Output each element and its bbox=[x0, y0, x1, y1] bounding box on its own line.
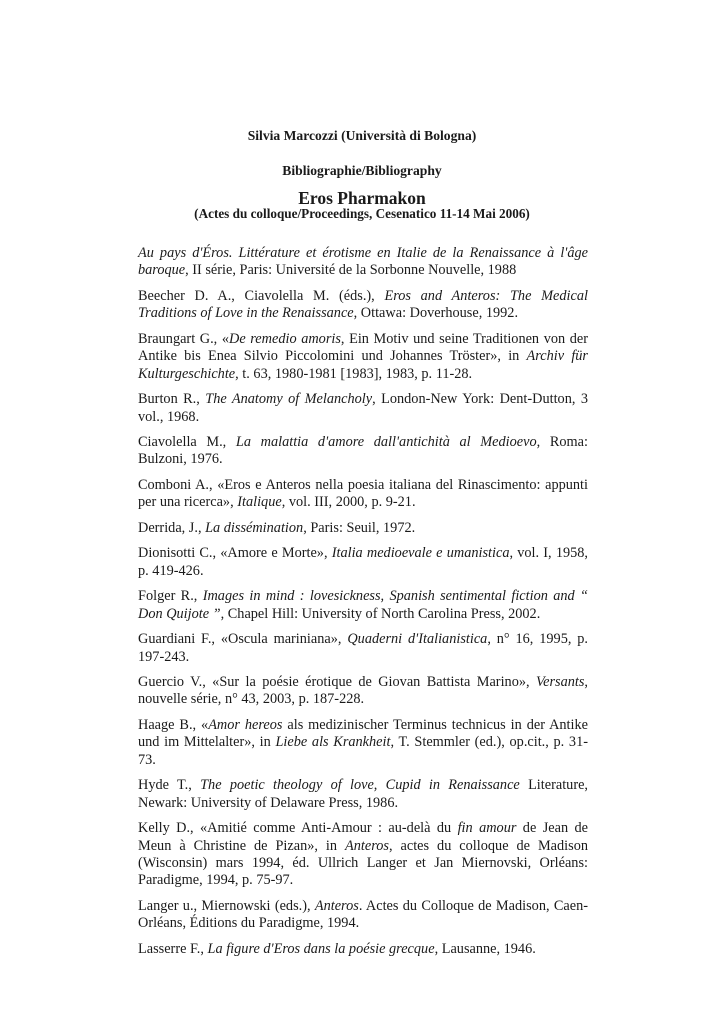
entry-text: Guercio V., «Sur la poésie érotique de Giovan Battista Marino», bbox=[138, 674, 536, 691]
entry-text: , Paris: Seuil, 1972. bbox=[303, 519, 416, 536]
entry-text: , II série, Paris: Université de la Sorbonne Nouvelle, 1988 bbox=[185, 262, 517, 279]
bibliography-entry bbox=[138, 820, 588, 890]
entry-text: , vol. III, 2000, p. 9-21. bbox=[281, 494, 416, 511]
bibliography-entry bbox=[138, 391, 588, 426]
entry-title-text: Eros and Anteros: The Medical Traditions of Love in the Renaissance bbox=[138, 287, 588, 322]
entry-title-text: La dissémination bbox=[205, 519, 304, 536]
entry-text: Lasserre F., bbox=[138, 940, 208, 957]
bibliography-entry bbox=[138, 288, 588, 323]
author-heading: Silvia Marcozzi (Università di Bologna) bbox=[247, 128, 477, 143]
entry-text: , vol. I, 1958, p. 419-426. bbox=[138, 545, 588, 579]
entry-text: de Jean de Meun à Christine de Pizan», in bbox=[138, 820, 588, 854]
entry-text: , London-New York: Dent-Dutton, 3 vol., 1968. bbox=[138, 391, 588, 425]
section-heading: Bibliographie/Bibliography bbox=[282, 163, 442, 178]
entry-title-text: La figure d'Eros dans la poésie grecque bbox=[207, 940, 435, 957]
entry-text: , Ein Motiv und seine Traditionen von der Antike bis Enea Silvio Piccolomini und Johannes Tröster», in bbox=[138, 330, 588, 365]
bibliography-entry bbox=[138, 588, 588, 623]
entry-title-text: Archiv für Kulturgeschichte bbox=[138, 348, 589, 382]
entry-title-text: Liebe als Krankheit bbox=[275, 734, 391, 751]
entry-text: Kelly D., «Amitié comme Anti-Amour : au-delà du bbox=[138, 820, 458, 837]
entry-text: als medizinischer Terminus technicus in der Antike und im Mittelalter», in bbox=[138, 716, 588, 751]
entry-text: , Roma: Bulzoni, 1976. bbox=[138, 434, 588, 468]
entry-text: , Chapel Hill: University of North Carolina Press, 2002. bbox=[220, 605, 541, 622]
entry-title-text: The poetic theology of love, Cupid in Renaissance bbox=[200, 777, 520, 794]
entry-text: Folger R., bbox=[138, 588, 203, 605]
bibliography-entry bbox=[138, 245, 588, 280]
entry-text: Burton R., bbox=[138, 391, 206, 408]
entry-title-text: Italia medioevale e umanistica bbox=[331, 545, 510, 562]
entry-text: Comboni A., «Eros e Anteros nella poesia italiana del Rinascimento: appunti per una ricerca», bbox=[138, 476, 588, 511]
bibliography-entry bbox=[138, 434, 588, 469]
entry-text: . Actes du Colloque de Madison, Caen-Orléans, Éditions du Paradigme, 1994. bbox=[138, 897, 588, 932]
entry-text: , Lausanne, 1946. bbox=[434, 940, 536, 957]
entry-title-text: Anteros bbox=[345, 837, 389, 854]
bibliography-entry bbox=[138, 520, 588, 537]
bibliography-entry bbox=[138, 674, 588, 709]
entry-text: Beecher D. A., Ciavolella M. (éds.), bbox=[138, 287, 385, 304]
document-title: Eros Pharmakon bbox=[298, 188, 426, 208]
entry-title-text: Images in mind : lovesickness, Spanish sentimental fiction and “ Don Quijote ” bbox=[138, 588, 588, 622]
entry-text: Guardiani F., «Oscula mariniana», bbox=[138, 631, 348, 648]
bibliography-entry bbox=[138, 477, 588, 512]
entry-title-text: La malattia d'amore dall'antichità al Medioevo bbox=[235, 434, 537, 451]
bibliography-list bbox=[138, 245, 588, 966]
document-subtitle: (Actes du colloque/Proceedings, Cesenatico 11-14 Mai 2006) bbox=[194, 206, 530, 221]
entry-text: Hyde T., bbox=[138, 777, 201, 794]
entry-title-text: Quaderni d'Italianistica bbox=[347, 631, 488, 648]
entry-text: Ciavolella M., bbox=[138, 434, 236, 451]
entry-text: Haage B., « bbox=[138, 716, 209, 733]
entry-title-text: Anteros bbox=[314, 897, 359, 914]
entry-text: Derrida, J., bbox=[138, 519, 206, 536]
entry-text: , actes du colloque de Madison (Wisconsin) mars 1994, éd. Ullrich Langer et Jan Miernovski, Orléans: Paradigme, 1994, p. 75-97. bbox=[138, 837, 588, 889]
bibliography-entry bbox=[138, 898, 588, 933]
entry-text: , t. 63, 1980-1981 [1983], 1983, p. 11-28. bbox=[235, 365, 473, 382]
bibliography-entry bbox=[138, 331, 588, 383]
entry-title-text: De remedio amoris bbox=[229, 330, 341, 347]
entry-text: Braungart G., « bbox=[138, 330, 229, 347]
entry-title-text: Italique bbox=[237, 494, 282, 511]
entry-text: , Ottawa: Doverhouse, 1992. bbox=[353, 305, 519, 322]
entry-text: , n° 16, 1995, p. 197-243. bbox=[138, 631, 589, 665]
entry-text: , nouvelle série, n° 43, 2003, p. 187-228. bbox=[138, 674, 588, 708]
entry-text: Langer u., Miernowski (eds.), bbox=[138, 897, 315, 914]
entry-text: Literature, Newark: University of Delaware Press, 1986. bbox=[138, 777, 588, 811]
bibliography-entry bbox=[138, 717, 588, 769]
entry-text: Dionisotti C., «Amore e Morte», bbox=[138, 545, 332, 562]
entry-title-text: Au pays d'Éros. Littérature et érotisme en Italie de la Renaissance à l'âge baroque bbox=[138, 245, 588, 279]
entry-title-text: Amor hereos bbox=[208, 716, 283, 733]
bibliography-entry bbox=[138, 941, 588, 958]
bibliography-entry bbox=[138, 545, 588, 580]
entry-text: , T. Stemmler (ed.), op.cit., p. 31-73. bbox=[138, 734, 588, 768]
entry-title-text: The Anatomy of Melancholy bbox=[205, 391, 373, 408]
entry-title-text: fin amour bbox=[457, 820, 517, 837]
bibliography-entry bbox=[138, 631, 588, 666]
entry-title-text: Versants bbox=[535, 674, 585, 691]
bibliography-entry bbox=[138, 777, 588, 812]
